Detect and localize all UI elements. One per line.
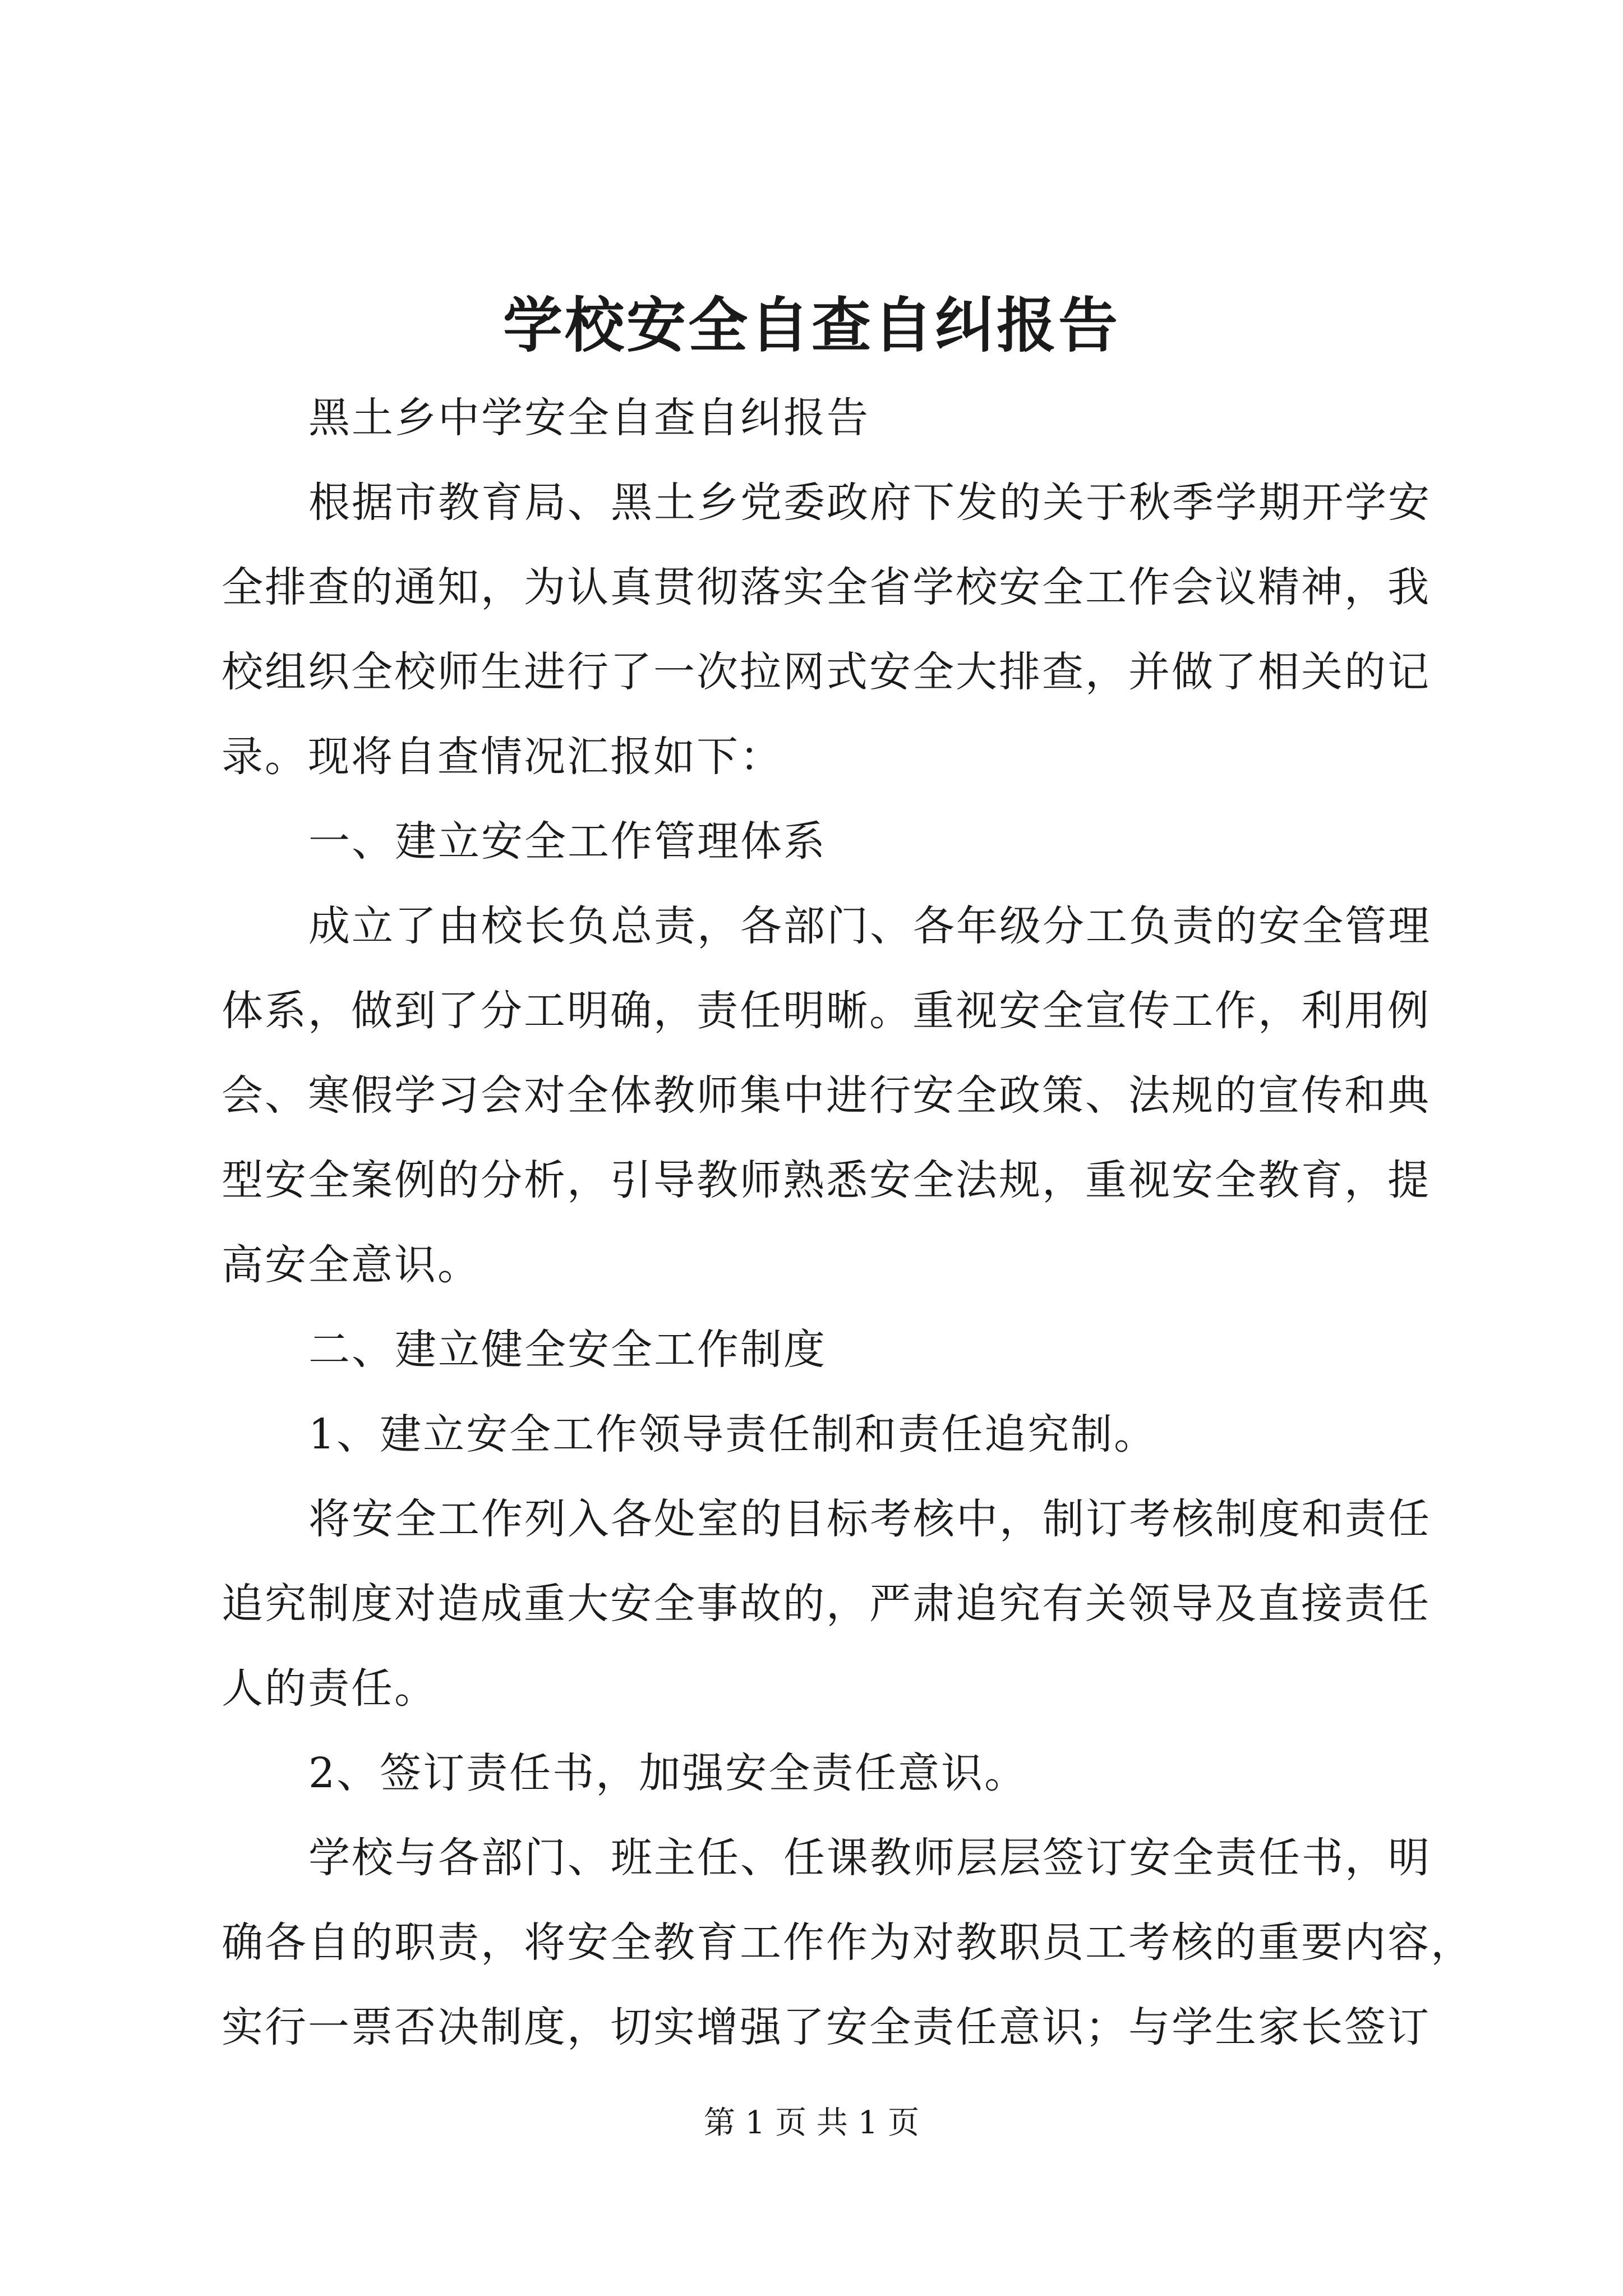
paragraph-line: 高安全意识。 (222, 1241, 481, 1289)
paragraph-line: 校组织全校师生进行了一次拉网式安全大排查，并做了相关的记 (222, 648, 1431, 696)
paragraph-line: 成立了由校长负总责，各部门、各年级分工负责的安全管理 (308, 902, 1431, 950)
document-title: 学校安全自查自纠报告 (503, 290, 1120, 360)
section-heading: 二、建立健全安全工作制度 (308, 1326, 827, 1374)
subtitle-line: 黑土乡中学安全自查自纠报告 (308, 394, 870, 442)
paragraph-line: 人的责任。 (222, 1664, 437, 1713)
paragraph-line: 将安全工作列入各处室的目标考核中，制订考核制度和责任 (308, 1495, 1431, 1543)
paragraph-line: 会、寒假学习会对全体教师集中进行安全政策、法规的宣传和典 (222, 1071, 1431, 1120)
paragraph-line: 学校与各部门、班主任、任课教师层层签订安全责任书，明 (308, 1834, 1431, 1882)
paragraph-line: 体系，做到了分工明确，责任明晰。重视安全宣传工作，利用例 (222, 987, 1431, 1035)
paragraph-line: 实行一票否决制度，切实增强了安全责任意识；与学生家长签订 (222, 2003, 1431, 2051)
paragraph-line: 确各自的职责，将安全教育工作作为对教职员工考核的重要内容， (222, 1918, 1474, 1967)
paragraph-line: 型安全案例的分析，引导教师熟悉安全法规，重视安全教育，提 (222, 1156, 1431, 1204)
page-footer: 第 1 页 共 1 页 (703, 2105, 920, 2141)
paragraph-line: 根据市教育局、黑土乡党委政府下发的关于秋季学期开学安 (308, 478, 1431, 527)
paragraph-line: 追究制度对造成重大安全事故的，严肃追究有关领导及直接责任 (222, 1580, 1431, 1628)
section-heading: 一、建立安全工作管理体系 (308, 817, 827, 866)
paragraph-line: 录。现将自查情况汇报如下： (222, 733, 783, 781)
document-body (222, 376, 1474, 2070)
subsection-heading: 1、建立安全工作领导责任制和责任追究制。 (308, 1410, 1158, 1458)
paragraph-line: 全排查的通知，为认真贯彻落实全省学校安全工作会议精神，我 (222, 563, 1431, 611)
subsection-heading: 2、签订责任书，加强安全责任意识。 (308, 1749, 1028, 1797)
